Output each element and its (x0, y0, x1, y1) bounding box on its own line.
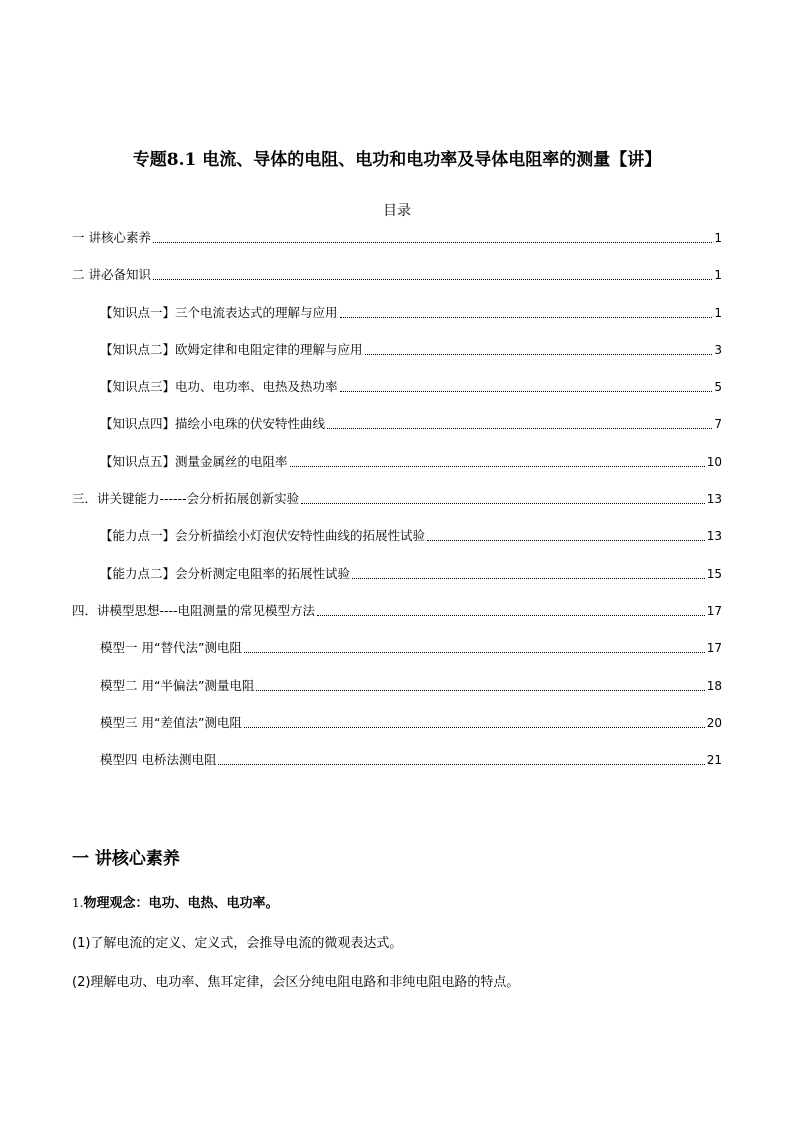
toc-entry[interactable] (100, 565, 722, 583)
toc-entry-label: 【知识点三】电功、电功率、电热及热功率 (100, 379, 338, 394)
toc-entry-label: 【知识点五】测量金属丝的电阻率 (100, 454, 288, 469)
toc-entry-label: 模型四 电桥法测电阻 (100, 752, 217, 767)
toc-entry-label: 【知识点二】欧姆定律和电阻定律的理解与应用 (100, 342, 363, 357)
toc-entry-label: 模型三 用“差值法”测电阻 (100, 715, 242, 730)
paragraph: (1)了解电流的定义、定义式，会推导电流的微观表达式。 (72, 936, 403, 951)
toc-entry-label: 四．讲模型思想----电阻测量的常见模型方法 (72, 603, 316, 618)
toc-entry[interactable] (72, 229, 722, 247)
toc-entry-label: 二 讲必备知识 (72, 267, 151, 282)
toc-entry-label: 一 讲核心素养 (72, 230, 151, 245)
toc-leader (427, 539, 705, 541)
toc-entry-label: 模型一 用“替代法”测电阻 (100, 640, 242, 655)
toc-entry[interactable] (100, 714, 722, 732)
toc-leader (317, 614, 705, 616)
toc-leader (340, 390, 713, 392)
toc-page-number: 13 (706, 492, 722, 506)
section-heading: 一 讲核心素养 (72, 849, 180, 869)
toc-leader (352, 577, 705, 579)
toc-heading: 目录 (383, 203, 411, 219)
toc-entry[interactable] (100, 341, 722, 359)
toc-page-number: 3 (714, 343, 722, 357)
toc-leader (301, 502, 705, 504)
toc-leader (153, 241, 712, 243)
page-title: 专题8.1 电流、导体的电阻、电功和电功率及导体电阻率的测量【讲】 (132, 150, 662, 170)
toc-page-number: 1 (714, 231, 722, 245)
toc-leader (365, 353, 713, 355)
subheading-text: 物理观念：电功、电热、电功率。 (83, 896, 279, 911)
toc-page-number: 13 (706, 529, 722, 543)
toc-page-number: 7 (714, 417, 722, 431)
toc-entry-label: 【能力点二】会分析测定电阻率的拓展性试验 (100, 566, 351, 581)
toc-entry[interactable] (100, 304, 722, 322)
subheading (72, 893, 278, 914)
toc-leader (256, 689, 704, 691)
toc-page-number: 17 (706, 641, 722, 655)
toc-entry[interactable] (100, 527, 722, 545)
toc-entry[interactable] (100, 677, 722, 695)
subheading-number: 1. (72, 896, 84, 910)
toc-leader (218, 763, 704, 765)
toc-leader (153, 278, 712, 280)
toc-entry-label: 【知识点四】描绘小电珠的伏安特性曲线 (100, 416, 326, 431)
paragraph: (2)理解电功、电功率、焦耳定律，会区分纯电阻电路和非纯电阻电路的特点。 (72, 975, 520, 990)
toc-entry[interactable] (100, 751, 722, 769)
toc-entry-label: 【能力点一】会分析描绘小灯泡伏安特性曲线的拓展性试验 (100, 528, 426, 543)
toc-page-number: 20 (706, 716, 722, 730)
toc-leader (340, 316, 713, 318)
toc-entry[interactable] (72, 266, 722, 284)
toc-entry[interactable] (100, 378, 722, 396)
toc-page-number: 10 (706, 455, 722, 469)
toc-entry-label: 【知识点一】三个电流表达式的理解与应用 (100, 305, 338, 320)
toc-page-number: 17 (706, 604, 722, 618)
toc-page-number: 5 (714, 380, 722, 394)
toc-entry-label: 模型二 用“半偏法”测量电阻 (100, 678, 255, 693)
toc-leader (327, 427, 712, 429)
toc-entry[interactable] (100, 453, 722, 471)
toc-leader (244, 726, 705, 728)
toc-page-number: 21 (706, 753, 722, 767)
toc-leader (244, 651, 705, 653)
toc-entry[interactable] (72, 602, 722, 620)
toc-entry[interactable] (100, 415, 722, 433)
toc-leader (290, 465, 705, 467)
toc-page-number: 15 (706, 567, 722, 581)
toc-entry[interactable] (72, 490, 722, 508)
toc-page-number: 18 (706, 679, 722, 693)
toc-page-number: 1 (714, 268, 722, 282)
toc-entry-label: 三．讲关键能力------会分析拓展创新实验 (72, 491, 300, 506)
toc-page-number: 1 (714, 306, 722, 320)
toc-entry[interactable] (100, 639, 722, 657)
